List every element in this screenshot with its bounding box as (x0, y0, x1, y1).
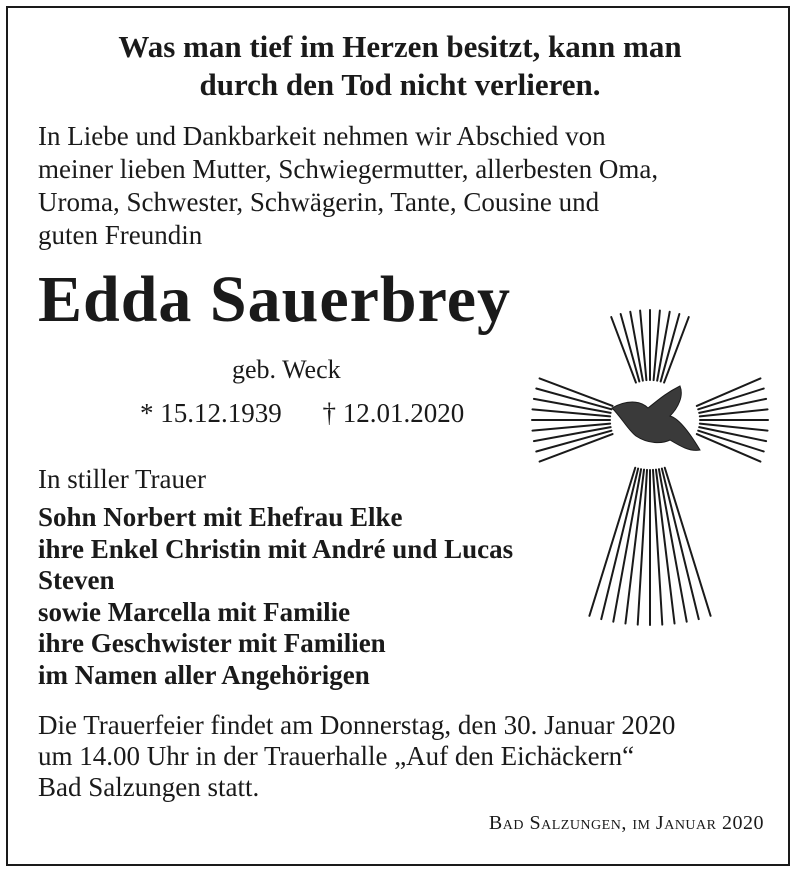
dove-cross-icon (530, 300, 770, 630)
birth-date: * 15.12.1939 (140, 398, 282, 428)
cross-rays (532, 310, 768, 625)
intro-line: In Liebe und Dankbarkeit nehmen wir Abschied von (38, 121, 606, 151)
cross-ray (653, 470, 662, 625)
ceremony-info (38, 710, 778, 803)
mourners-list (38, 502, 598, 691)
mourner-line: ihre Enkel Christin mit André und Lucas (38, 533, 514, 564)
ceremony-line: Bad Salzungen statt. (38, 772, 260, 802)
cross-ray (601, 469, 638, 620)
mourner-line: sowie Marcella mit Familie (38, 596, 351, 627)
motto-line: durch den Tod nicht verlieren. (199, 67, 601, 102)
deceased-name: Edda Sauerbrey (38, 263, 512, 336)
ceremony-line: um 14.00 Uhr in der Trauerhalle „Auf den Eichäckern“ (38, 741, 635, 771)
death-date: † 12.01.2020 (322, 398, 465, 428)
intro-line: guten Freundin (38, 220, 203, 250)
mourner-line: Sohn Norbert mit Ehefrau Elke (38, 502, 403, 532)
place-date: Bad Salzungen, im Januar 2020 (488, 812, 764, 834)
mourner-line: ihre Geschwister mit Familien (38, 628, 386, 658)
ceremony-line: Die Trauerfeier findet am Donnerstag, den 30. Januar 2020 (38, 710, 676, 740)
mourner-line: Steven (38, 565, 115, 595)
intro-line: meiner lieben Mutter, Schwiegermutter, allerbesten Oma, (38, 154, 659, 184)
motto (0, 28, 800, 104)
cross-ray (662, 469, 699, 620)
life-dates (140, 398, 470, 429)
motto-line: Was man tief im Herzen besitzt, kann man (118, 29, 682, 64)
intro-line: Uroma, Schwester, Schwägerin, Tante, Cousine und (38, 187, 600, 217)
birth-name: geb. Weck (232, 355, 341, 384)
mourner-line: im Namen aller Angehörigen (38, 659, 370, 690)
mourning-heading: In stiller Trauer (38, 464, 206, 494)
intro-text (38, 120, 778, 252)
dove-icon (612, 386, 700, 450)
cross-ray (638, 470, 647, 625)
